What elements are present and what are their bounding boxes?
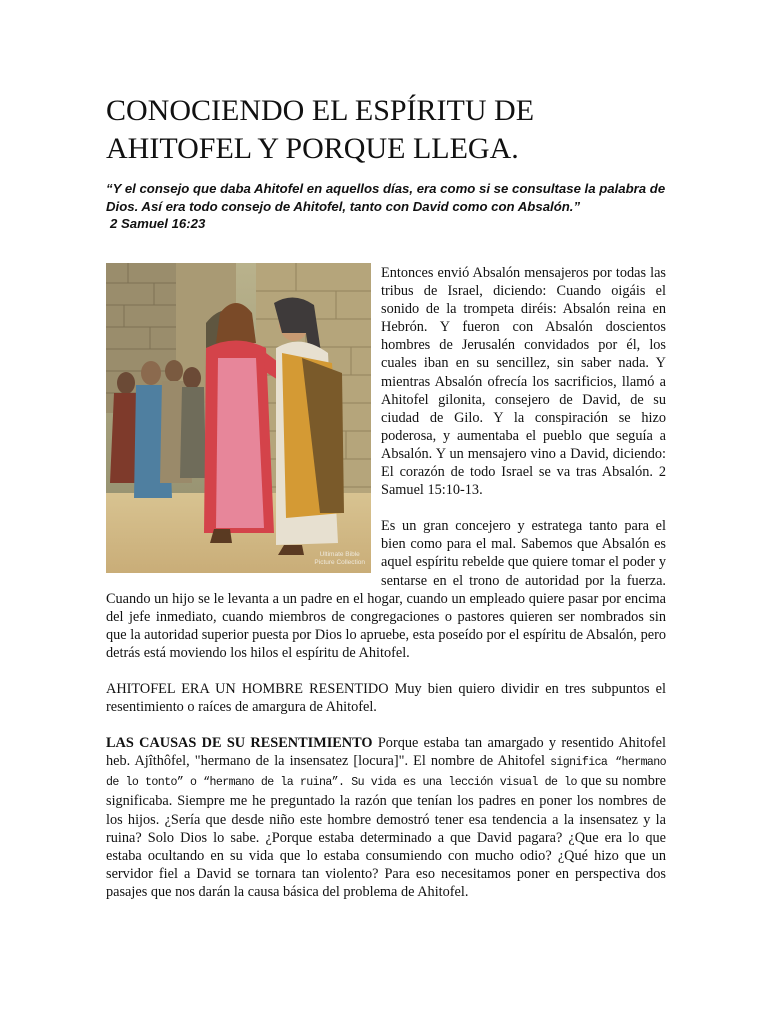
section-heading: LAS CAUSAS DE SU RESENTIMIENTO (106, 735, 373, 752)
document-title: CONOCIENDO EL ESPÍRITU DE AHITOFEL Y PORQUE LLEGA. (106, 94, 535, 165)
image-watermark: Ultimate Bible Picture Collection (314, 551, 365, 566)
body-text (106, 264, 666, 901)
epigraph (106, 180, 666, 233)
epigraph-text: “Y el consejo que daba Ahitofel en aquellos días, era como si se consultase la palabra de Dios. Así era todo consejo de Ahitofel, tanto con David como con Absalón.” (106, 181, 666, 214)
paragraph-3: AHITOFEL ERA UN HOMBRE RESENTIDO Muy bien quiero dividir en tres subpuntos el resentimiento o raíces de amargura de Ahitofel. (106, 680, 666, 716)
epigraph-reference: 2 Samuel 16:23 (110, 216, 206, 232)
paragraph-1: Entonces envió Absalón mensajeros por todas las tribus de Israel, diciendo: Cuando oigáis el sonido de la trompeta diréis: Absalón reina en Hebrón. Y fueron con Absalón doscientos hombres de Jerusalén convidados por él, los cuales iban en su sencillez, sin saber nada. Y mientras Absalón ofrecía los sacrificios, llamó a Ahitofel gilonita, consejero de David, de su ciudad de Gilo. Y la conspiración se hizo poderosa, y aumentaba el pueblo que seguía a Absalón. Y un mensajero vino a David, diciendo: El corazón de todo Israel se va tras Absalón. 2 Samuel 15:10-13. (381, 265, 666, 499)
paragraph-2: Es un gran concejero y estratega tanto para el bien como para el mal. Sabemos que Absalón es aquel espíritu rebelde que quiere tomar el poder y sentarse en el trono de autoridad por la fuerza. Cuando un hijo se le levanta a un padre en el hogar, cuando un empleado quiere pasar por encima del jefe inmediato, cuando miembros de congregaciones o pastores quieren ser nombrados sin que la autoridad superior puesta por Dios lo apruebe, esta poseído por el espíritu de Absalón, pero detrás está moviendo los hilos el espíritu de Ahitofel. (106, 518, 666, 661)
paragraph-4: LAS CAUSAS DE SU RESENTIMIENTO Porque estaba tan amargado y resentido Ahitofel heb. Ajîthôfel, "hermano de la insensatez [locura]". El nombre de Ahitofel significa “hermano de lo tonto” o “hermano de la ruina”. Su vida es una lección visual de lo que su nombre significaba. Siempre me he preguntado la razón que tenían los padres en poner los nombres de los hijos. ¿Sería que desde niño este hombre demostró tener esa tendencia a la insensatez y la ruina? Solo Dios lo sabe. ¿Porque estaba determinado a que David pagara? ¿Que era lo que estaba ocultando en su vida que lo estaba consumiendo con mucho odio? ¿Qué hizo que un servidor fiel a David se tornara tan violento? Para eso necesitamos poner en perspectiva dos pasajes que nos darán la causa básica del problema de Ahitofel. (106, 735, 666, 900)
